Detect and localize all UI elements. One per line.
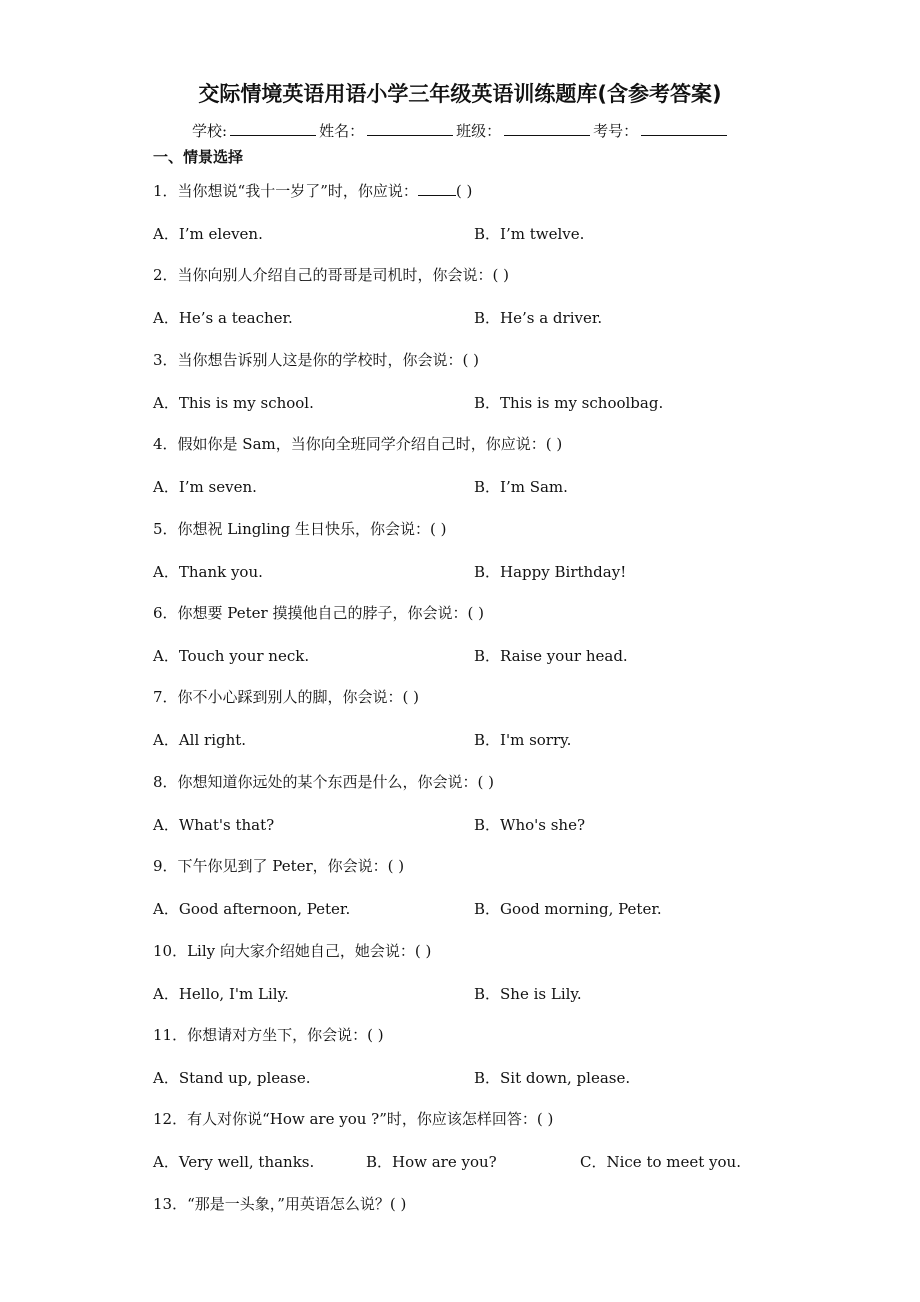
exam-number-blank[interactable] xyxy=(641,121,727,136)
option-a[interactable]: A．He’s a teacher. xyxy=(153,309,293,328)
question-text: 8．你想知道你远处的某个东西是什么，你会说：( ) xyxy=(153,772,495,791)
question-8 xyxy=(153,771,494,792)
option-a[interactable]: A．I’m eleven. xyxy=(153,225,263,243)
question-11 xyxy=(153,1024,384,1045)
option-b[interactable]: B．I'm sorry. xyxy=(474,731,572,750)
option-b[interactable]: B．Sit down, please. xyxy=(474,1069,631,1087)
option-a[interactable]: A．Good afternoon, Peter. xyxy=(153,900,351,919)
option-b[interactable]: B．Happy Birthday! xyxy=(474,562,627,581)
question-1 xyxy=(153,180,472,201)
question-text: 5．你想祝 Lingling 生日快乐，你会说：( ) xyxy=(153,519,447,538)
question-10 xyxy=(153,940,431,961)
option-b[interactable]: B．I’m twelve. xyxy=(474,225,585,243)
question-text: 6．你想要 Peter 摸摸他自己的脖子，你会说：( ) xyxy=(153,604,484,622)
option-a[interactable]: A．This is my school. xyxy=(153,393,314,412)
name-blank[interactable] xyxy=(367,121,453,136)
answer-bracket: ( ) xyxy=(455,182,473,200)
class-blank[interactable] xyxy=(504,121,590,136)
name-label: 姓名： xyxy=(319,122,365,140)
question-text: 7．你不小心踩到别人的脚，你会说：( ) xyxy=(153,688,420,707)
option-b[interactable]: B．Raise your head. xyxy=(474,647,628,665)
question-4 xyxy=(153,433,562,454)
option-b[interactable]: B．I’m Sam. xyxy=(474,478,568,497)
page-title: 交际情境英语用语小学三年级英语训练题库(含参考答案) xyxy=(198,82,722,106)
question-3 xyxy=(153,349,479,370)
option-a[interactable]: A．Stand up, please. xyxy=(153,1069,311,1087)
option-b[interactable]: B．Good morning, Peter. xyxy=(474,900,662,919)
question-13 xyxy=(153,1193,406,1214)
question-text: 3．当你想告诉别人这是你的学校时，你会说：( ) xyxy=(153,350,480,369)
option-c[interactable]: C．Nice to meet you. xyxy=(580,1153,741,1172)
option-b[interactable]: B．Who's she? xyxy=(474,815,585,834)
option-a[interactable]: A．All right. xyxy=(153,731,247,750)
option-a[interactable]: A．Touch your neck. xyxy=(153,647,310,665)
question-12 xyxy=(153,1108,553,1129)
question-text: 1．当你想说“我十一岁了”时，你应说： xyxy=(153,182,418,200)
class-label: 班级： xyxy=(456,122,502,140)
option-b[interactable]: B．How are you? xyxy=(366,1153,497,1172)
question-text: 11．你想请对方坐下，你会说：( ) xyxy=(153,1026,384,1044)
question-text: 12．有人对你说“How are you ?”时，你应该怎样回答：( ) xyxy=(153,1110,554,1129)
option-a[interactable]: A．What's that? xyxy=(153,815,275,834)
school-label: 学校: xyxy=(192,122,228,140)
option-b[interactable]: B．He’s a driver. xyxy=(474,309,603,328)
question-5 xyxy=(153,518,446,539)
school-blank[interactable] xyxy=(230,121,316,136)
question-9 xyxy=(153,855,404,876)
question-text: 2．当你向别人介绍自己的哥哥是司机时，你会说：( ) xyxy=(153,266,510,285)
question-6 xyxy=(153,602,484,623)
question-text: 13．“那是一头象，”用英语怎么说？( ) xyxy=(153,1194,407,1213)
question-text: 4．假如你是 Sam，当你向全班同学介绍自己时，你应说：( ) xyxy=(153,435,563,454)
option-b[interactable]: B．She is Lily. xyxy=(474,984,582,1003)
question-text: 10．Lily 向大家介绍她自己，她会说：( ) xyxy=(153,941,432,960)
question-text: 9．下午你见到了 Peter，你会说：( ) xyxy=(153,857,405,876)
option-a[interactable]: A．Hello, I'm Lily. xyxy=(153,984,289,1003)
question-7 xyxy=(153,686,419,707)
option-a[interactable]: A．Thank you. xyxy=(153,562,263,581)
student-info-row xyxy=(192,120,730,141)
section-heading: 一、情景选择 xyxy=(153,148,244,166)
answer-blank[interactable] xyxy=(418,181,456,196)
option-a[interactable]: A．Very well, thanks. xyxy=(153,1153,315,1172)
question-2 xyxy=(153,264,509,285)
option-a[interactable]: A．I’m seven. xyxy=(153,478,257,497)
option-b[interactable]: B．This is my schoolbag. xyxy=(474,393,664,412)
exam-number-label: 考号： xyxy=(593,122,639,140)
